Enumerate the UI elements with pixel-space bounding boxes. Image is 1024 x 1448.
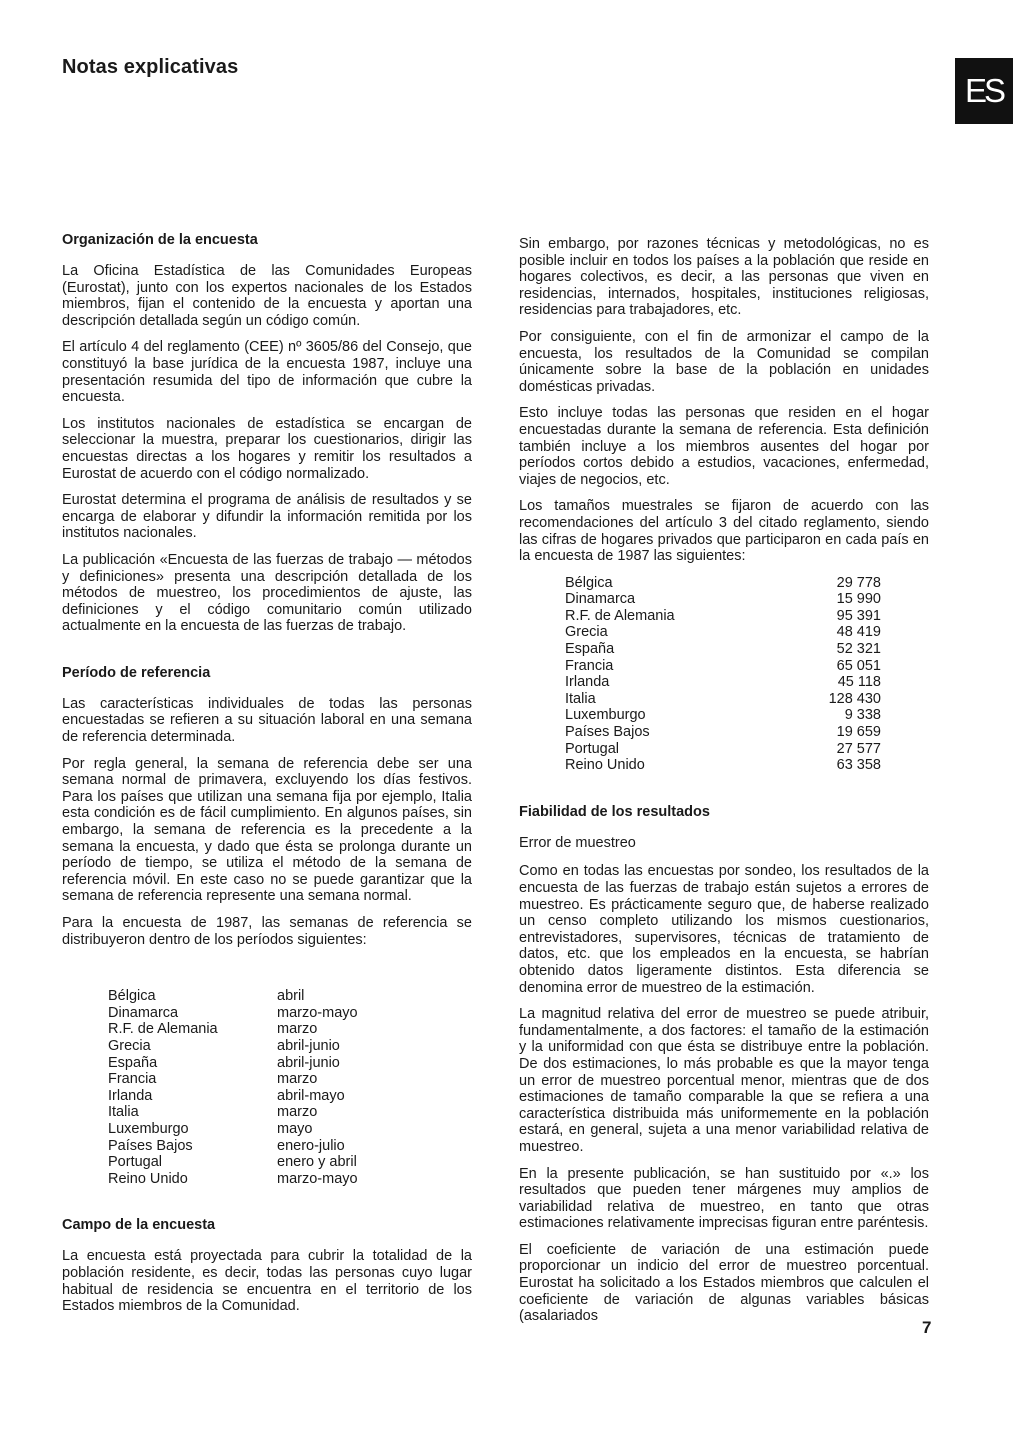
paragraph: La magnitud relativa del error de muestreo se puede atribuir, fundamentalmente, a dos factores: el tamaño de la estimación y la uniformidad con que ésta se distribuye entre la población. De dos estimaciones, lo más probable es que la mayor tenga un error de muestreo porcentual menor, mientras que de dos estimaciones de tamaño comparable la que se refiera a una característica distribuida más uniformemente en la población estará, en general, sujeta a una menor variabilidad relativa de muestreo. [519, 1006, 929, 1155]
paragraph: Los institutos nacionales de estadística se encargan de seleccionar la muestra, preparar los cuestionarios, dirigir las encuestas directas a los hogares y remitir los resultados a Eurostat de acuerdo con el código normalizado. [62, 415, 472, 482]
period-cell: marzo [277, 1021, 318, 1038]
table-row [108, 1005, 358, 1022]
households-cell: 63 358 [836, 757, 881, 774]
country-cell: Dinamarca [108, 1004, 179, 1021]
country-cell: Luxemburgo [565, 707, 646, 724]
country-cell: Irlanda [108, 1087, 153, 1104]
households-cell: 29 778 [836, 574, 881, 591]
section-heading-campo: Campo de la encuesta [62, 1217, 216, 1234]
paragraph: La publicación «Encuesta de las fuerzas de trabajo — métodos y definiciones» presenta una descripción detallada de los métodos de muestreo, los procedimientos de ajuste, las definiciones y el código comunitario común utilizado actualmente en la encuesta de las fuerzas de trabajo. [62, 551, 472, 635]
paragraph: Esto incluye todas las personas que residen en el hogar encuestadas durante la semana de referencia. Esta definición también incluye a los miembros ausentes del hogar por períodos cortos debido a estudios, vacaciones, enfermedad, viajes de negocios, etc. [519, 405, 929, 488]
table-row [108, 1121, 358, 1138]
table-row [565, 575, 881, 592]
subsection-heading-error: Error de muestreo [519, 834, 636, 851]
right-column [519, 236, 929, 1335]
paragraph: Los tamaños muestrales se fijaron de acuerdo con las recomendaciones del artículo 3 del citado reglamento, siendo las cifras de hogares privados que participaron en cada país en la encuesta de 1987 las siguientes: [519, 498, 929, 565]
table-row [108, 988, 358, 1005]
table-row [565, 641, 881, 658]
page-number: 7 [922, 1318, 932, 1337]
households-cell: 65 051 [836, 657, 881, 674]
households-cell: 9 338 [844, 707, 881, 724]
left-column [62, 232, 472, 1325]
table-row [565, 741, 881, 758]
paragraph: Las características individuales de todas las personas encuestadas se refieren a su situación laboral en una semana de referencia determinada. [62, 695, 472, 746]
period-cell: enero-julio [277, 1137, 345, 1154]
table-row [108, 1154, 358, 1171]
country-cell: R.F. de Alemania [108, 1021, 218, 1038]
country-cell: Francia [565, 657, 614, 674]
table-row [108, 1088, 358, 1105]
paragraph: El coeficiente de variación de una estimación puede proporcionar un indicio del error de muestreo porcentual. Eurostat ha solicitado a los Estados miembros que calculen el coeficiente de variación de algunas variables básicas (asalariados [519, 1241, 929, 1325]
table-row [565, 724, 881, 741]
table-row [108, 1138, 358, 1155]
country-cell: Portugal [565, 740, 620, 757]
households-cell: 128 430 [828, 690, 881, 707]
paragraph: Por regla general, la semana de referencia debe ser una semana normal de primavera, excluyendo los días festivos. Para los países que utilizan una semana fija por ejemplo, Italia esta condición es de fácil cumplimiento. En algunos países, sin embargo, la semana de referencia es la precedente a la semana la encuesta, y dado que ésta se prolonga durante un período de tiempo, se utiliza el método de la semana de referencia móvil. En este caso no se puede garantizar que la semana de referencia represente una semana normal. [62, 755, 472, 905]
country-cell: R.F. de Alemania [565, 607, 675, 624]
country-cell: Reino Unido [565, 757, 645, 774]
paragraph: En la presente publicación, se han sustituido por «.» los resultados que pueden tener márgenes muy amplios de variabilidad relativa de muestreo, en tanto que otras estimaciones relativamente imprecisas figuran entre paréntesis. [519, 1165, 929, 1232]
table-row [565, 624, 881, 641]
period-cell: abril-mayo [277, 1087, 345, 1104]
table-row [108, 1038, 358, 1055]
households-cell: 95 391 [836, 607, 881, 624]
paragraph: Como en todas las encuestas por sondeo, los resultados de la encuesta de las fuerzas de trabajo están sujetos a errores de muestreo. Es prácticamente seguro que, de haberse realizado un censo completo utilizando los mismos cuestionarios, entrevistadores, supervisores, técnicas de tratamiento de datos, etc. que los empleados en la encuesta, se habrían obtenido datos ligeramente distintos. Esta diferencia se denomina error de muestreo de la estimación. [519, 863, 929, 996]
table-row [108, 1021, 358, 1038]
country-cell: Grecia [108, 1037, 151, 1054]
country-cell: Portugal [108, 1154, 163, 1171]
period-cell: abril-junio [277, 1037, 340, 1054]
table-row [565, 591, 881, 608]
paragraph: La encuesta está proyectada para cubrir la totalidad de la población residente, es decir, todas las personas cuyo lugar habitual de residencia se encuentra en el territorio de los Estados miembros de la Comunidad. [62, 1248, 472, 1315]
period-cell: marzo [277, 1071, 318, 1088]
table-row [565, 658, 881, 675]
paragraph: Eurostat determina el programa de análisis de resultados y se encarga de elaborar y difundir la información remitida por los institutos nacionales. [62, 492, 472, 542]
reference-periods-table [108, 988, 358, 1187]
households-cell: 19 659 [836, 724, 881, 741]
section-heading-organizacion: Organización de la encuesta [62, 232, 258, 248]
households-cell: 48 419 [836, 624, 881, 641]
language-badge: ES [955, 58, 1013, 124]
section-heading-fiabilidad: Fiabilidad de los resultados [519, 803, 710, 820]
country-cell: Grecia [565, 624, 608, 641]
table-row [108, 1171, 358, 1188]
table-row [565, 674, 881, 691]
country-cell: Luxemburgo [108, 1120, 189, 1137]
households-cell: 27 577 [836, 740, 881, 757]
country-cell: Italia [565, 690, 596, 707]
paragraph: Sin embargo, por razones técnicas y metodológicas, no es posible incluir en todos los países a la población que reside en hogares colectivos, es decir, a las personas que viven en residencias, internados, hospitales, instituciones religiosas, residencias para trabajadores, etc. [519, 236, 929, 319]
country-cell: Italia [108, 1104, 139, 1121]
country-cell: Francia [108, 1071, 157, 1088]
page-title: Notas explicativas [62, 56, 239, 78]
households-cell: 52 321 [836, 641, 881, 658]
paragraph: El artículo 4 del reglamento (CEE) nº 3605/86 del Consejo, que constituyó la base jurídica de la encuesta 1987, incluye una presentación resumida del tipo de información que cubre la encuesta. [62, 339, 472, 406]
period-cell: abril-junio [277, 1054, 340, 1071]
country-cell: Países Bajos [565, 724, 650, 741]
table-row [108, 1104, 358, 1121]
period-cell: marzo-mayo [277, 1170, 358, 1187]
table-row [565, 707, 881, 724]
table-row [108, 1071, 358, 1088]
sample-sizes-table [565, 575, 881, 774]
table-row [565, 757, 881, 774]
households-cell: 15 990 [836, 591, 881, 608]
period-cell: marzo [277, 1104, 318, 1121]
paragraph: La Oficina Estadística de las Comunidades Europeas (Eurostat), junto con los expertos nacionales de los Estados miembros, fijan el contenido de la encuesta y aportan una descripción detallada según un código común. [62, 263, 472, 329]
period-cell: marzo-mayo [277, 1004, 358, 1021]
country-cell: Dinamarca [565, 591, 636, 608]
country-cell: Bélgica [108, 988, 156, 1005]
period-cell: enero y abril [277, 1154, 357, 1171]
table-row [565, 691, 881, 708]
country-cell: España [565, 641, 615, 658]
paragraph: Para la encuesta de 1987, las semanas de referencia se distribuyeron dentro de los períodos siguientes: [62, 915, 472, 948]
table-row [108, 1055, 358, 1072]
country-cell: Irlanda [565, 674, 610, 691]
country-cell: Bélgica [565, 574, 613, 591]
households-cell: 45 118 [837, 674, 881, 691]
country-cell: Países Bajos [108, 1137, 193, 1154]
section-heading-periodo: Período de referencia [62, 664, 211, 681]
country-cell: España [108, 1054, 158, 1071]
table-row [565, 608, 881, 625]
country-cell: Reino Unido [108, 1170, 188, 1187]
period-cell: mayo [277, 1120, 313, 1137]
paragraph: Por consiguiente, con el fin de armonizar el campo de la encuesta, los resultados de la Comunidad se compilan únicamente sobre la base de la población en unidades domésticas privadas. [519, 328, 929, 395]
period-cell: abril [277, 988, 305, 1005]
